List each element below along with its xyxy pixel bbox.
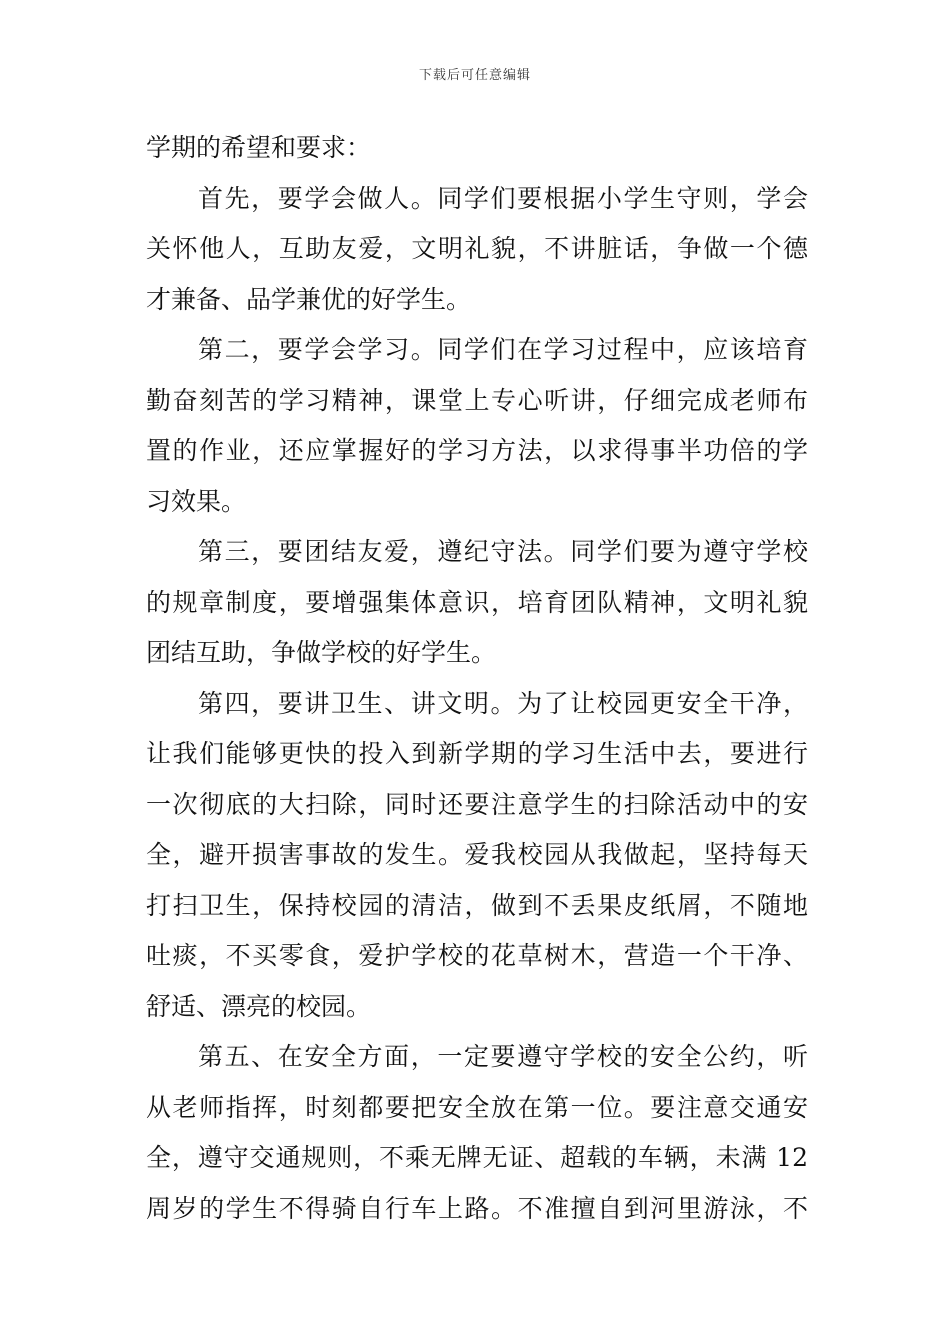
text-line: 全，避开损害事故的发生。爱我校园从我做起，坚持每天 <box>146 840 808 869</box>
page-header: 下载后可任意编辑 <box>418 68 531 83</box>
text-line: 置的作业，还应掌握好的学习方法，以求得事半功倍的学 <box>146 436 808 465</box>
paragraph-first-line: 第二，要学会学习。同学们在学习过程中，应该培育 <box>198 335 808 364</box>
text-line: 一次彻底的大扫除，同时还要注意学生的扫除活动中的安 <box>146 789 808 819</box>
paragraph-first-line: 第三，要团结友爱，遵纪守法。同学们要为遵守学校 <box>198 537 808 566</box>
text-line: 才兼备、品学兼优的好学生。 <box>146 284 472 314</box>
text-line: 打扫卫生，保持校园的清洁，做到不丢果皮纸屑，不随地 <box>146 890 808 920</box>
text-line: 舒适、漂亮的校园。 <box>146 991 372 1021</box>
text-line: 让我们能够更快的投入到新学期的学习生活中去，要进行 <box>146 739 808 768</box>
paragraph-first-line: 第五、在安全方面，一定要遵守学校的安全公约，听 <box>198 1042 808 1071</box>
text-line: 习效果。 <box>146 486 247 516</box>
paragraph-first-line: 首先，要学会做人。同学们要根据小学生守则，学会 <box>198 183 808 213</box>
text-line: 的规章制度，要增强集体意识，培育团队精神，文明礼貌 <box>146 587 808 617</box>
text-line: 勤奋刻苦的学习精神，课堂上专心听讲，仔细完成老师布 <box>146 385 808 415</box>
text-line: 团结互助，争做学校的好学生。 <box>146 638 497 667</box>
text-line: 从老师指挥，时刻都要把安全放在第一位。要注意交通安 <box>146 1092 808 1122</box>
body-text <box>146 123 808 1234</box>
text-line: 学期的希望和要求： <box>146 133 372 162</box>
text-line: 全，遵守交通规则，不乘无牌无证、超载的车辆，未满 12 <box>146 1143 808 1172</box>
paragraph-first-line: 第四，要讲卫生、讲文明。为了让校园更安全干净， <box>198 688 808 718</box>
text-line: 关怀他人，互助友爱，文明礼貌，不讲脏话，争做一个德 <box>146 234 808 263</box>
text-line: 吐痰，不买零食，爱护学校的花草树木，营造一个干净、 <box>146 941 808 970</box>
text-line: 周岁的学生不得骑自行车上路。不准擅自到河里游泳，不 <box>146 1193 808 1223</box>
